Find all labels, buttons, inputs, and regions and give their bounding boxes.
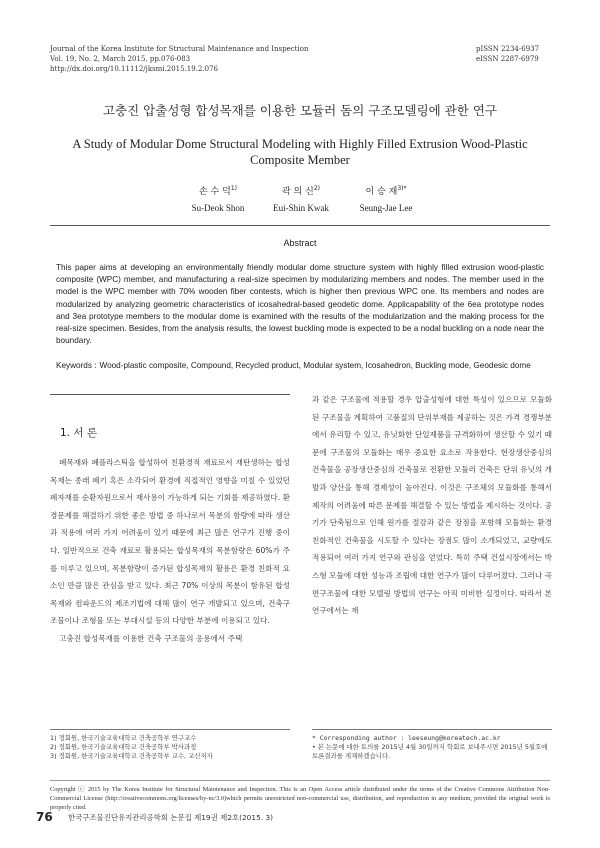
paragraph: 과 같은 구조물에 적용할 경우 압출성형에 대한 특성이 있으므로 모듈화 된 구조물을 계획하여 고품질의 단위부재를 제공하는 것은 가격 경쟁부분에서 유리할 수 있고, 유닛화한 단일제품을 규격화하여 생산할 수 있기 때문에 구조물의 모듈화는 매우 중요한 요소로 작용한다. 현장생산중심의 건축물을 공장생산중심의 건축물로 전환한 모듈러 건축은 단위 유닛의 개발과 양산을 통해 경제성이 높아진다. 이것은 구조체의 모듈화를 통해서 제작의 어려움에 따른 문제를 해결할 수 있는 방법을 제시하는 것이다. 공기가 단축됨으로 인해 원가를 절감과 같은 장점을 포함해 모듈화는 환경 친화적인 건축물을 시도할 수 있다는 장점도 많이 소개되었고, 교량에도 적용되어 여러 가지 연구와 관심을 얻었다. 특히 주택 건설시장에서는 박스형 모듈에 대한 성능과 조립에 대한 연구가 많이 다루어졌다. 그러나 곡면구조물에 대한 모델링 방법의 연구는 아직 미비한 실정이다. 따라서 본 연구에서는 재	[312, 395, 552, 616]
paragraph: 고충진 합성목재를 이용한 건축 구조물의 응용에서 주택	[59, 633, 243, 643]
author-3	[331, 183, 441, 214]
author-2-name-en: Eui-Shin Kwak	[273, 203, 329, 213]
keywords	[56, 360, 544, 371]
author-3-affil: 3)*	[397, 185, 407, 192]
keywords-text: Wood-plastic composite, Compound, Recycled product, Modular system, Icosahedron, Buckling mode, Geodesic dome	[99, 361, 531, 370]
abstract-bottom-rule	[50, 394, 290, 395]
author-3-name-ko: 이 승 재	[365, 187, 398, 197]
right-column	[312, 391, 552, 620]
title-korean: 고충진 압출성형 합성목재를 이용한 모듈러 돔의 구조모델링에 관한 연구	[102, 103, 498, 118]
doi-link[interactable]: http://dx.doi.org/10.11112/jksmi.2015.19.2.076	[50, 65, 218, 73]
abstract-text: This paper aims at developing an environmentally friendly modular dome structure system with highly filled extrusion wood-plastic composite (WPC) member, and manufacturing a real-size specimen by modularizing members and nodes. The member used in the model is the WPC member with 70% wooden fiber contests, which is higher then previous WPC one. Its members and nodes are modularized by analyzing geometric characteristics of icosahedral-based geodetic dome. Applicapability of the 6ea prototype nodes and 3ea prototype members to the modular dome is examined with the results of the modularization and the making process for the real-size specimen. Besides, from the analysis results, the lowest buckling mode is expected to be a nodal buckling on a node near the boundary.	[56, 263, 544, 346]
footnotes-right	[312, 734, 552, 761]
issn-block	[476, 44, 556, 64]
journal-name-korean: 한국구조물진단유지관리공학회 논문집 제19권 제2호(2015. 3)	[68, 813, 274, 822]
author-3-name-en: Seung-Jae Lee	[359, 203, 413, 213]
copyright-rule	[50, 780, 550, 781]
footnote-rule-right	[312, 729, 552, 730]
footnote: 3) 정회원, 한국기술교육대학교 건축공학부 교수, 교신저자	[50, 752, 213, 760]
footnotes-left	[50, 734, 290, 761]
journal-name: Journal of the Korea Institute for Structural Maintenance and Inspection	[50, 45, 309, 53]
eissn: eISSN 2287-6979	[476, 55, 539, 63]
footnote-rule-left	[50, 729, 290, 730]
author-2-name-ko: 곽 의 신	[282, 187, 314, 197]
copyright-notice: Copyright ⓒ 2015 by The Korea Institute for Structural Maintenance and Inspection. This is an Open Access article distributed under the terms of the Creative Commons Attribution Non-Commercial License (http://creativecommons.org/licenses/by-nc/3.0)which permits unrestricted non-commercial use, distribution, and reproduction in any medium, provided the original work is properly cited.	[50, 786, 550, 812]
paragraph: 폐목재와 폐플라스틱을 합성하여 친환경적 재료로서 재탄생하는 합성목재는 종래 폐기 혹은 소각되어 환경에 직접적인 영향을 미칠 수 있었던 폐자재를 순환자원으로서 재사용이 가능하게 되는 기회를 제공하였다. 환경문제를 해결하기 위한 좋은 방법 중 하나로서 목분의 함량에 따라 생산과 적용에 여러 가지 어려움이 있기 때문에 최근 많은 연구가 진행 중이다. 일반적으로 건축 재료로 활용되는 합성목재의 목분함량은 60%가 주를 이루고 있으며, 목분함량이 증가된 합성목재의 활용은 환경 친화적 요소인 만큼 많은 관심을 받고 있다. 최근 70% 이상의 목분이 함유된 합성목재와 컴파운드의 제조기법에 대해 많이 연구 개발되고 있으며, 건축구조물이나 조형물 또는 부대시설 등의 다양한 부분에 이용되고 있다.	[50, 458, 290, 626]
journal-header	[50, 44, 308, 74]
pissn: pISSN 2234-6937	[476, 45, 540, 53]
volume-info: Vol. 19, No. 2, March 2015, pp.076-083	[50, 55, 191, 63]
section-1-title: 1. 서 론	[60, 427, 97, 439]
footnote: 1) 정회원, 한국기술교육대학교 건축공학부 연구교수	[50, 734, 197, 742]
author-1-name-en: Su-Deok Shon	[191, 203, 245, 213]
page-number: 76	[36, 810, 53, 824]
discussion-note: • 본 논문에 대한 토의를 2015년 4월 30일까지 학회로 보내주시면 2015년 5월호에 토론결과를 게재하겠습니다.	[312, 743, 548, 760]
left-column	[50, 454, 290, 648]
corresponding-author: * Corresponding author : leeseung@koreatech.ac.kr	[312, 734, 501, 742]
author-2-affil: 2)	[313, 185, 320, 192]
footnote: 2) 정회원, 한국기술교육대학교 건축공학부 박사과정	[50, 743, 197, 751]
abstract-top-rule	[50, 225, 550, 226]
author-1-affil: 1)	[230, 185, 237, 192]
author-1-name-ko: 손 수 덕	[199, 187, 231, 197]
keywords-label: Keywords :	[56, 361, 97, 370]
title-english: A Study of Modular Dome Structural Modeling with Highly Filled Extrusion Wood-Plastic Composite Member	[72, 137, 528, 167]
abstract-heading: Abstract	[283, 238, 317, 248]
